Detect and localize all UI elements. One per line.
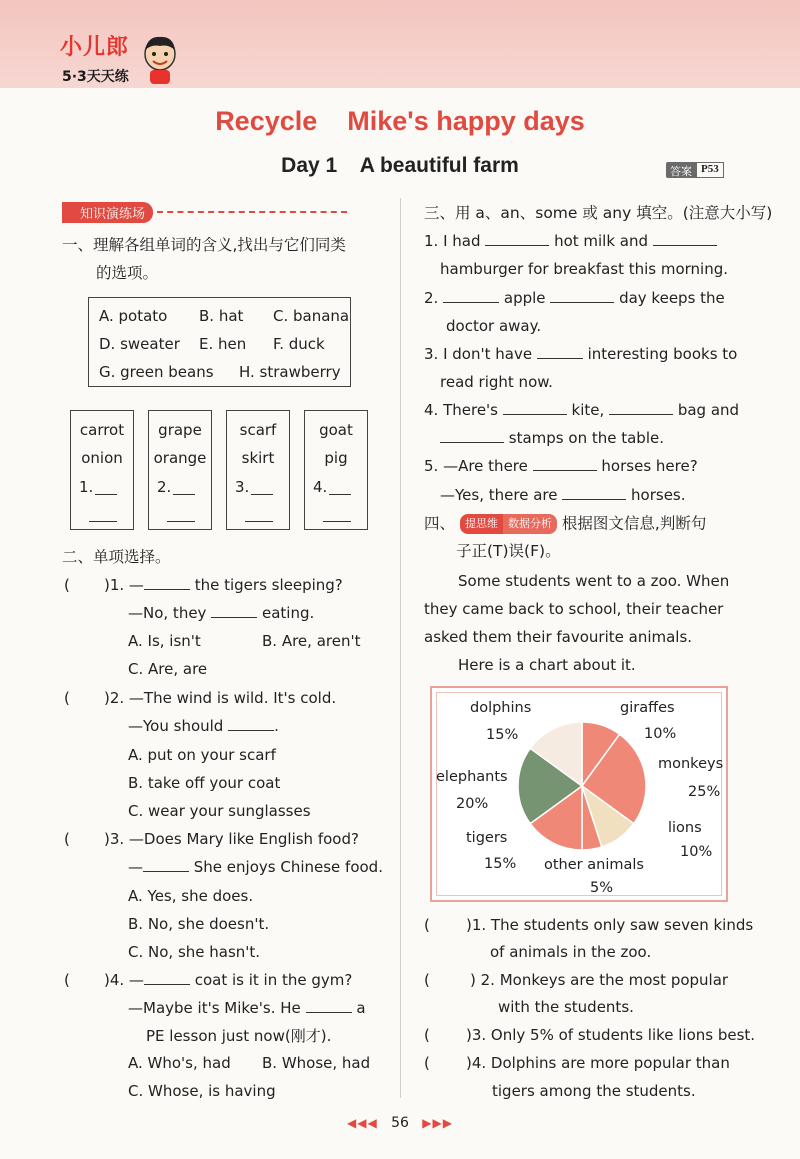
q2-option-b[interactable]: B. take off your coat [128,774,281,792]
blank[interactable] [143,871,189,872]
blank[interactable] [144,984,190,985]
answer-paren[interactable]: ( [424,916,430,934]
q4-reply: —Maybe it's Mike's. He a [128,999,366,1017]
part3-q2-cont: doctor away. [446,317,542,335]
passage-line: they came back to school, their teacher [424,600,724,618]
chart-frame [430,686,728,902]
statement-2: ) 2. Monkeys are the most popular [470,971,729,989]
answer-paren[interactable]: ( [64,971,70,989]
q1-option-a[interactable]: A. Is, isn't [128,632,201,650]
publisher-logo [48,30,198,92]
answer-reference [666,162,724,178]
option-g: G. green beans [99,363,214,381]
prev-page-icon[interactable]: ◀◀◀ [347,1116,378,1130]
answer-blank[interactable] [89,521,117,522]
statement-1: )1. The students only saw seven kinds [466,916,754,934]
next-page-icon[interactable]: ▶▶▶ [422,1116,453,1130]
group-word: goat [319,421,353,439]
part4-title-cont: 子正(T)误(F)。 [456,542,561,560]
q2-option-c[interactable]: C. wear your sunglasses [128,802,311,820]
part3-q3: 3. I don't have interesting books to [424,345,738,363]
pie-chart [432,688,726,900]
statement-4-cont: tigers among the students. [492,1082,696,1100]
pie-percent: 5% [590,880,614,896]
part3-q4: 4. There's kite, bag and [424,401,740,419]
q4-stem: )4. — coat is it in the gym? [104,971,353,989]
blank[interactable] [211,617,257,618]
blank[interactable] [228,730,274,731]
answer-paren[interactable]: ( [424,971,430,989]
q3-reply: — She enjoys Chinese food. [128,858,383,876]
section-banner [62,202,347,222]
part3-title: 三、用 a、an、some 或 any 填空。(注意大小写) [424,204,773,222]
statement-1-cont: of animals in the zoo. [490,943,652,961]
q4-option-b[interactable]: B. Whose, had [262,1054,371,1072]
q3-stem: )3. —Does Mary like English food? [104,830,359,848]
pie-percent: 20% [456,796,489,812]
answer-blank[interactable] [167,521,195,522]
blank[interactable] [485,245,549,246]
passage-line: asked them their favourite animals. [424,628,693,646]
option-c: C. banana [273,307,350,325]
pie-percent: 25% [688,784,721,800]
option-f: F. duck [273,335,325,353]
banner-label: 知识演练场 [62,202,153,223]
part1-title: 一、理解各组单词的含义,找出与它们同类 [62,236,346,254]
mascot-icon [140,34,180,86]
q1-stem: )1. — the tigers sleeping? [104,576,343,594]
part3-q1: 1. I had hot milk and [424,232,717,250]
blank[interactable] [144,589,190,590]
column-divider [400,198,401,1098]
answer-label: 答案 [666,162,696,178]
pie-label: giraffes [620,700,675,716]
group-word: carrot [79,421,125,439]
statement-2-cont: with the students. [498,998,634,1016]
pie-label: elephants [436,769,508,785]
passage-line: Some students went to a zoo. When [458,572,730,590]
page-title: Recycle Mike's happy days [215,106,585,136]
word-group-4 [304,410,368,530]
option-d: D. sweater [99,335,180,353]
blank[interactable] [537,358,583,359]
word-group-3 [226,410,290,530]
pie-label: monkeys [658,756,724,772]
part4-title: 四、 提思维 数据分析 根据图文信息,判断句 [424,514,707,533]
part3-q2: 2. apple day keeps the [424,289,725,307]
part3-q1-cont: hamburger for breakfast this morning. [440,260,729,278]
part3-q3-cont: read right now. [440,373,553,391]
blank[interactable] [609,414,673,415]
q2-reply: —You should . [128,717,279,735]
answer-page: P53 [696,162,724,178]
q4-reply-cont: PE lesson just now(刚才). [146,1027,332,1045]
answer-blank[interactable] [173,494,195,495]
blank[interactable] [443,302,499,303]
group-word: skirt [241,449,275,467]
blank[interactable] [503,414,567,415]
q1-option-c[interactable]: C. Are, are [128,660,208,678]
option-b: B. hat [199,307,244,325]
blank[interactable] [306,1012,352,1013]
answer-paren[interactable]: ( [64,830,70,848]
q4-option-a[interactable]: A. Who's, had [128,1054,231,1072]
part3-q5: 5. —Are there horses here? [424,457,698,475]
pie-label: lions [668,820,702,836]
group-word: scarf [239,421,277,439]
option-h: H. strawberry [239,363,341,381]
group-number: 4. [313,478,328,496]
blank[interactable] [440,442,504,443]
answer-blank[interactable] [245,521,273,522]
blank[interactable] [653,245,717,246]
page-footer [0,1115,800,1131]
group-word: grape [158,421,202,439]
pie-label: dolphins [470,700,532,716]
part3-q4-cont: stamps on the table. [440,429,664,447]
blank[interactable] [533,470,597,471]
blank[interactable] [550,302,614,303]
lesson-title: Day 1 A beautiful farm [281,154,519,177]
blank[interactable] [562,499,626,500]
group-number: 2. [157,478,172,496]
q3-option-c[interactable]: C. No, she hasn't. [128,943,261,961]
group-word: pig [324,449,348,467]
part3-q5-reply: —Yes, there are horses. [440,486,686,504]
pie-percent: 15% [484,856,517,872]
part2-title: 二、单项选择。 [62,548,171,566]
statement-4: )4. Dolphins are more popular than [466,1054,730,1072]
answer-paren[interactable]: ( [64,689,70,707]
option-e: E. hen [199,335,247,353]
thinking-tag: 提思维 数据分析 [460,514,557,534]
passage-line: Here is a chart about it. [458,656,636,674]
logo-subtitle: 5·3天天练 [62,69,129,85]
q2-stem: )2. —The wind is wild. It's cold. [104,689,337,707]
banner-dash [157,211,347,213]
q1-option-b[interactable]: B. Are, aren't [262,632,361,650]
q1-reply: —No, they eating. [128,604,315,622]
page-number: 56 [391,1115,409,1131]
answer-paren[interactable]: ( [424,1054,430,1072]
group-word: onion [81,449,123,467]
word-group-2 [148,410,212,530]
pie-percent: 15% [486,727,519,743]
q4-option-c[interactable]: C. Whose, is having [128,1082,276,1100]
pie-label: other animals [544,857,644,873]
group-number: 1. [79,478,94,496]
pie-percent: 10% [644,726,677,742]
answer-blank[interactable] [329,494,351,495]
answer-paren[interactable]: ( [424,1026,430,1044]
pie-label: tigers [466,830,508,846]
pie-percent: 10% [680,844,713,860]
logo-name: 小儿郎 [60,35,130,60]
answer-blank[interactable] [323,521,351,522]
group-word: orange [153,449,207,467]
word-group-1 [70,410,134,530]
group-number: 3. [235,478,250,496]
part1-title-cont: 的选项。 [96,264,159,282]
answer-blank[interactable] [95,494,117,495]
q3-option-b[interactable]: B. No, she doesn't. [128,915,270,933]
options-box [88,297,351,387]
answer-blank[interactable] [251,494,273,495]
answer-paren[interactable]: ( [64,576,70,594]
statement-3: )3. Only 5% of students like lions best. [466,1026,756,1044]
q3-option-a[interactable]: A. Yes, she does. [128,887,254,905]
q2-option-a[interactable]: A. put on your scarf [128,746,276,764]
option-a: A. potato [99,307,168,325]
